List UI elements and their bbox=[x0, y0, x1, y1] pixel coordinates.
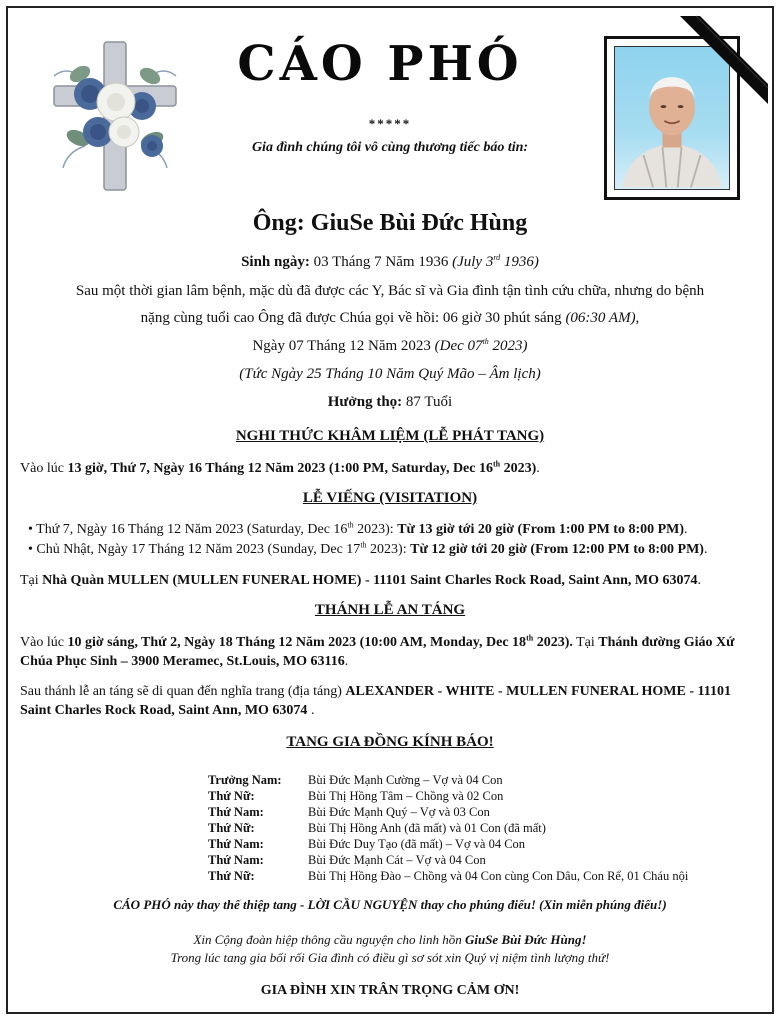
cross-with-roses-icon bbox=[40, 36, 190, 194]
funeral-mass-at: Tại bbox=[572, 635, 599, 650]
family-role: Thứ Nữ: bbox=[208, 869, 255, 883]
passing-line-2-text: nặng cùng tuổi cao Ông đã được Chúa gọi về hồi: 06 giờ 30 phút sáng bbox=[140, 310, 566, 326]
list-item bbox=[208, 868, 748, 884]
birth-date-label: Sinh ngày: bbox=[241, 254, 310, 270]
family-desc: Bùi Thị Hồng Anh (đã mất) và 01 Con (đã mất) bbox=[308, 821, 546, 835]
family-role: Thứ Nam: bbox=[208, 853, 264, 867]
burial-place: ALEXANDER - WHITE - MULLEN FUNERAL HOME - 11101 bbox=[345, 684, 731, 699]
list-item bbox=[208, 772, 748, 788]
age-line bbox=[20, 394, 760, 411]
mourning-ribbon-icon bbox=[676, 12, 772, 108]
family-role: Thứ Nữ: bbox=[208, 821, 255, 835]
funeral-mass-end: . bbox=[344, 654, 349, 669]
apology-text: Trong lúc tang gia bối rối Gia đình có điều gì sơ sót xin Quý vị niệm tình lượng thứ! bbox=[170, 950, 610, 965]
family-desc: Bùi Đức Duy Tạo (đã mất) – Vợ và 04 Con bbox=[308, 837, 526, 851]
family-desc: Bùi Thị Hồng Đào – Chồng và 04 Con cùng Con Dâu, Con Rể, 01 Cháu nội bbox=[308, 869, 689, 883]
birth-date-english bbox=[452, 254, 539, 270]
encoffinment-prefix: Vào lúc bbox=[20, 461, 68, 476]
visitation-date: Chủ Nhật, Ngày 17 Tháng 12 Năm 2023 (Sunday, Dec 17 bbox=[36, 542, 361, 557]
family-desc: Bùi Thị Hồng Tâm – Chồng và 02 Con bbox=[308, 789, 504, 803]
visitation-end: . bbox=[703, 542, 708, 557]
age-label: Hưởng thọ: bbox=[327, 394, 403, 410]
funeral-mass-church-address: Chúa Phục Sinh – 3900 Meramec, St.Louis, MO 63116 bbox=[20, 654, 345, 669]
funeral-mass-time bbox=[67, 635, 572, 650]
visitation-ordinal: th bbox=[360, 540, 367, 550]
birth-date-line bbox=[20, 254, 760, 271]
encoffinment-heading: NGHI THỨC KHÂM LIỆM (LỄ PHÁT TANG) bbox=[235, 428, 545, 444]
family-heading: TANG GIA ĐỒNG KÍNH BÁO! bbox=[286, 734, 494, 750]
lunar-date bbox=[20, 366, 760, 383]
burial-prefix: Sau thánh lễ an táng sẽ di quan đến nghĩa trang (địa táng) bbox=[20, 684, 346, 699]
encoffinment-year: 2023) bbox=[500, 461, 537, 476]
age-value: 87 Tuổi bbox=[402, 394, 453, 410]
family-role: Thứ Nữ: bbox=[208, 789, 255, 803]
funeral-mass-prefix: Vào lúc bbox=[20, 635, 68, 650]
family-desc: Bùi Đức Mạnh Cát – Vợ và 04 Con bbox=[308, 853, 486, 867]
death-date-line bbox=[20, 338, 760, 355]
death-date-english-text: (Dec 07 bbox=[434, 338, 483, 354]
passing-time-english: (06:30 AM), bbox=[565, 310, 640, 326]
prayer-text bbox=[20, 932, 760, 948]
lunar-date-text: (Tức Ngày 25 Tháng 10 Năm Quý Mão – Âm lịch) bbox=[239, 366, 541, 382]
encoffinment-ordinal: th bbox=[492, 459, 501, 469]
family-role: Trưởng Nam: bbox=[208, 773, 282, 787]
list-item bbox=[208, 820, 748, 836]
prayer-prefix: Xin Cộng đoàn hiệp thông cầu nguyện cho linh hồn bbox=[193, 932, 465, 947]
death-date: Ngày 07 Tháng 12 Năm 2023 bbox=[252, 338, 435, 354]
family-list bbox=[208, 772, 748, 884]
visitation-end: . bbox=[684, 522, 688, 537]
visitation-date-end: 2023): bbox=[366, 542, 411, 557]
family-role: Thứ Nam: bbox=[208, 805, 264, 819]
death-date-ordinal: th bbox=[482, 337, 489, 346]
funeral-mass-ordinal: th bbox=[526, 633, 534, 643]
deceased-name: Ông: GiuSe Bùi Đức Hùng bbox=[252, 210, 528, 236]
prayer-name: GiuSe Bùi Đức Hùng! bbox=[464, 932, 587, 947]
list-item bbox=[208, 788, 748, 804]
page-title: CÁO PHÓ bbox=[237, 36, 523, 92]
notice-text: CÁO PHÓ này thay thế thiệp tang - LỜI CẦU NGUYỆN thay cho phúng điếu! (Xin miễn phúng điếu!) bbox=[113, 897, 667, 912]
visitation-place-address: Nhà Quàn MULLEN (MULLEN FUNERAL HOME) - 11101 Saint Charles Rock Road, Saint Ann, MO 63074 bbox=[42, 573, 698, 588]
encoffinment-time bbox=[67, 461, 536, 476]
burial-end: . bbox=[307, 703, 315, 718]
list-item bbox=[208, 804, 748, 820]
burial-details bbox=[20, 682, 760, 720]
birth-date-english-text: (July 3 bbox=[452, 254, 494, 270]
intro-text: Gia đình chúng tôi vô cùng thương tiếc báo tin: bbox=[251, 140, 529, 155]
visitation-date: Thứ 7, Ngày 16 Tháng 12 Năm 2023 (Saturday, Dec 16 bbox=[36, 522, 348, 537]
death-date-english bbox=[435, 338, 528, 354]
visitation-item bbox=[28, 540, 768, 559]
visitation-time: Từ 13 giờ tới 20 giờ (From 1:00 PM to 8:00 PM) bbox=[397, 522, 685, 537]
family-desc: Bùi Đức Mạnh Cường – Vợ và 04 Con bbox=[308, 773, 503, 787]
birth-date-value: 03 Tháng 7 Năm 1936 bbox=[309, 254, 453, 270]
visitation-place-prefix: Tại bbox=[20, 573, 43, 588]
passing-line-1: Sau một thời gian lâm bệnh, mặc dù đã được các Y, Bác sĩ và Gia đình tận tình cứu chữa, nhưng do bệnh bbox=[75, 283, 705, 299]
visitation-time: Từ 12 giờ tới 20 giờ (From 12:00 PM to 8:00 PM) bbox=[410, 542, 704, 557]
burial-place-address: Saint Charles Rock Road, Saint Ann, MO 63074 bbox=[20, 703, 308, 718]
funeral-mass-when: 10 giờ sáng, Thứ 2, Ngày 18 Tháng 12 Năm 2023 (10:00 AM, Monday, Dec 18 bbox=[67, 635, 527, 650]
encoffinment-suffix: . bbox=[536, 461, 540, 476]
visitation-place-end: . bbox=[697, 573, 702, 588]
birth-date-ordinal: rd bbox=[493, 253, 501, 262]
death-date-english-year: 2023) bbox=[488, 338, 528, 354]
birth-date-english-year: 1936) bbox=[500, 254, 539, 270]
thanks-text: GIA ĐÌNH XIN TRÂN TRỌNG CẢM ƠN! bbox=[260, 983, 520, 998]
visitation-date-end: 2023): bbox=[353, 522, 398, 537]
visitation-heading: LỄ VIẾNG (VISITATION) bbox=[302, 490, 478, 506]
funeral-mass-heading: THÁNH LỄ AN TÁNG bbox=[314, 602, 466, 618]
funeral-mass-year: 2023). bbox=[533, 635, 573, 650]
family-desc: Bùi Đức Mạnh Quý – Vợ và 03 Con bbox=[308, 805, 490, 819]
visitation-ordinal: th bbox=[347, 520, 354, 530]
family-role: Thứ Nam: bbox=[208, 837, 264, 851]
passing-line-2 bbox=[20, 310, 760, 327]
encoffinment-details bbox=[20, 459, 760, 478]
list-item bbox=[208, 836, 748, 852]
bullet-icon: • bbox=[28, 542, 33, 557]
list-item bbox=[208, 852, 748, 868]
title-stars: ***** bbox=[368, 116, 412, 131]
visitation-place bbox=[20, 571, 760, 590]
visitation-item bbox=[28, 520, 768, 539]
funeral-mass-church: Thánh đường Giáo Xứ bbox=[598, 635, 735, 650]
bullet-icon: • bbox=[28, 522, 33, 537]
funeral-mass-details bbox=[20, 633, 760, 671]
encoffinment-when: 13 giờ, Thứ 7, Ngày 16 Tháng 12 Năm 2023 (1:00 PM, Saturday, Dec 16 bbox=[67, 461, 493, 476]
